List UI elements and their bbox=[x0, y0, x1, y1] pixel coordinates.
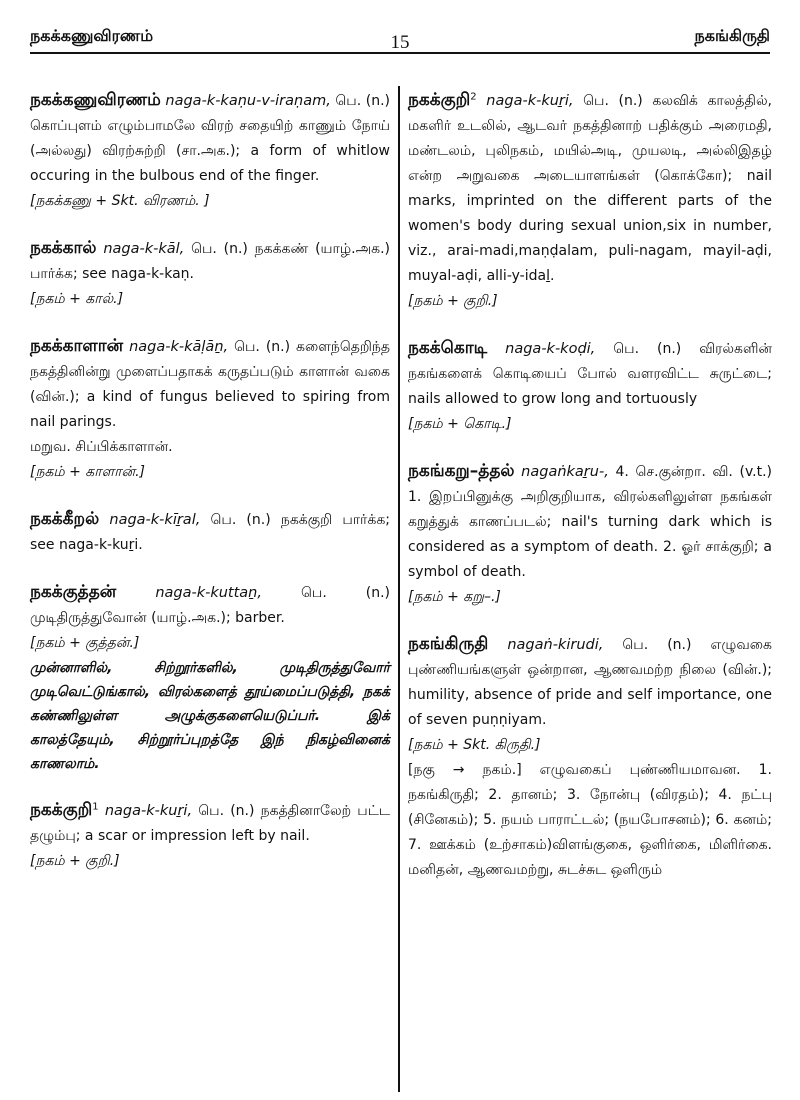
transliteration: naga-k-kāḷāṉ, bbox=[129, 339, 229, 355]
dictionary-entry bbox=[30, 580, 390, 776]
dictionary-entry bbox=[30, 236, 390, 312]
headword: நகங்கறு–த்தல் bbox=[408, 461, 515, 481]
dictionary-entry bbox=[408, 632, 772, 883]
definition: பெ. (n.) முடிதிருத்துவோன் (யாழ்.அக.); barber. bbox=[30, 585, 391, 626]
headword: நகக்கொடி bbox=[408, 338, 488, 358]
transliteration: naga-k-koḍi, bbox=[505, 341, 596, 357]
usage-quote: முன்னாளில், சிற்றூர்களில், முடிதிருத்துவோர் முடிவெட்டுங்கால், விரல்களைத் தூய்மைப்படுத்தி, நகக் கண்ணிலுள்ள அழுக்குகளையெடுப்பர். இக் காலத்தேயும், சிற்றூர்ப்புறத்தே இந் நிகழ்வினைக் காணலாம். bbox=[30, 660, 390, 772]
headword: நகக்கால் bbox=[30, 238, 97, 258]
headword: நகக்காளான் bbox=[30, 336, 124, 356]
definition: பெ. (n.) களைந்தெறிந்த நகத்தினின்று முளைப்பதாகக் கருதப்படும் காளான் வகை (வின்.); a kind of fungus believed to spiring from nail parings. bbox=[30, 339, 391, 430]
transliteration: naga-k-kaṇu-v-iraṇam, bbox=[165, 93, 331, 109]
dictionary-entry bbox=[30, 334, 390, 485]
definition: பெ. (n.) நகத்தினாலேற் பட்ட தழும்பு; a scar or impression left by nail. bbox=[30, 803, 391, 844]
synonym-note: மறுவ. சிப்பிக்காளான். bbox=[30, 439, 173, 455]
etymology: [நகம் + குறி.] bbox=[408, 293, 498, 309]
definition: பெ. (n.) கலவிக் காலத்தில், மகளிர் உடலில், ஆடவர் நகத்தினாற் பதிக்கும் அரைமதி, மண்டலம், புலிநகம், மயில்அடி, முயலடி, அல்லிஇதழ் என்ற அறுவகை அடையாளங்கள் (கொக்கோ); nail marks, imprinted on the different parts of the women's body during sexual union,six in number, viz., arai-madi,maṇḍalam, puli-nagam, mayil-aḍi, muyal-aḍi, alli-y-idaḻ. bbox=[408, 93, 773, 284]
headword: நகக்குறி bbox=[30, 800, 93, 820]
dictionary-entry bbox=[408, 336, 772, 437]
headword: நகக்குறி bbox=[408, 90, 471, 110]
dictionary-entry bbox=[408, 459, 772, 610]
etymology: [நகக்கணு + Skt. விரணம். ] bbox=[30, 193, 210, 209]
etymology: [நகம் + காளான்.] bbox=[30, 464, 146, 480]
headword: நகக்கீறல் bbox=[30, 509, 100, 529]
transliteration: naga-k-kīṟal, bbox=[109, 512, 201, 528]
etymology: [நகம் + Skt. கிருதி.] bbox=[408, 737, 541, 753]
continuation-text: [நகு → நகம்.] எழுவகைப் புண்ணியமாவன. 1. நகங்கிருதி; 2. தானம்; 3. நோன்பு (விரதம்); 4. நட்பு (சினேகம்); 5. நயம் பாராட்டல்; (நயபோசனம்); 6. கனம்; 7. ஊக்கம் (உற்சாகம்)விளங்குகை, ஒளிர்கை, மிளிர்கை. மனிதன், ஆணவமற்று, சுடச்சுட ஒளிரும் bbox=[408, 762, 772, 878]
homonym-number: 2 bbox=[470, 91, 477, 103]
dictionary-entry bbox=[30, 507, 390, 558]
header-left-guideword: நகக்கணுவிரணம் bbox=[30, 26, 154, 45]
etymology: [நகம் + கறு–.] bbox=[408, 589, 501, 605]
definition: பெ. (n.) நகக்கண் (யாழ்.அக.) பார்க்க; see naga-k-kaṇ. bbox=[30, 241, 391, 282]
headword: நகக்குத்தன் bbox=[30, 582, 117, 602]
transliteration: naga-k-kāl, bbox=[103, 241, 185, 257]
page-number: 15 bbox=[390, 32, 410, 53]
column-divider bbox=[398, 86, 400, 1092]
etymology: [நகம் + குத்தன்.] bbox=[30, 635, 140, 651]
etymology: [நகம் + குறி.] bbox=[30, 853, 120, 869]
dictionary-entry bbox=[30, 798, 390, 874]
transliteration: naga-k-kuttaṉ, bbox=[155, 585, 262, 601]
etymology: [நகம் + கால்.] bbox=[30, 291, 124, 307]
headword: நகக்கணுவிரணம் bbox=[30, 90, 161, 110]
transliteration: nagaṅkaṟu-, bbox=[521, 464, 609, 480]
transliteration: naga-k-kuṟi, bbox=[486, 93, 574, 109]
page-header bbox=[30, 12, 770, 54]
dictionary-entry bbox=[30, 88, 390, 214]
homonym-number: 1 bbox=[92, 801, 99, 813]
definition: பெ. (n.) கொப்புளம் எழும்பாமலே விரற் சதையிற் காணும் நோய் (அல்லது) விரற்சுற்றி (சா.அக.); a form of whitlow occuring in the bulbous end of the finger. bbox=[30, 93, 390, 184]
header-right-guideword: நகங்கிருதி bbox=[694, 26, 770, 45]
definition: பெ. (n.) எழுவகை புண்ணியங்களுள் ஒன்றான, ஆணவமற்ற நிலை (வின்.); humility, absence of pride and self importance, one of seven puṇṇiyam. bbox=[408, 637, 772, 728]
right-column bbox=[408, 88, 772, 1090]
definition: பெ. (n.) நகக்குறி பார்க்க; see naga-k-kuṟi. bbox=[30, 512, 390, 553]
definition: பெ. (n.) விரல்களின் நகங்களைக் கொடியைப் போல் வளரவிட்ட சுருட்டை; nails allowed to grow long and tortuously bbox=[408, 341, 772, 407]
headword: நகங்கிருதி bbox=[408, 634, 489, 654]
dictionary-entry bbox=[408, 88, 772, 314]
left-column bbox=[30, 88, 390, 1090]
transliteration: naga-k-kuṟi, bbox=[104, 803, 193, 819]
definition: 4. செ.குன்றா. வி. (v.t.) 1. இறப்பினுக்கு அறிகுறியாக, விரல்களிலுள்ள நகங்கள் கறுத்துக் காணப்படல்; nail's turning dark which is considered as a symptom of death. 2. ஓர் சாக்குறி; a symbol of death. bbox=[408, 464, 772, 580]
etymology: [நகம் + கொடி.] bbox=[408, 416, 512, 432]
transliteration: nagaṅ-kirudi, bbox=[507, 637, 604, 653]
